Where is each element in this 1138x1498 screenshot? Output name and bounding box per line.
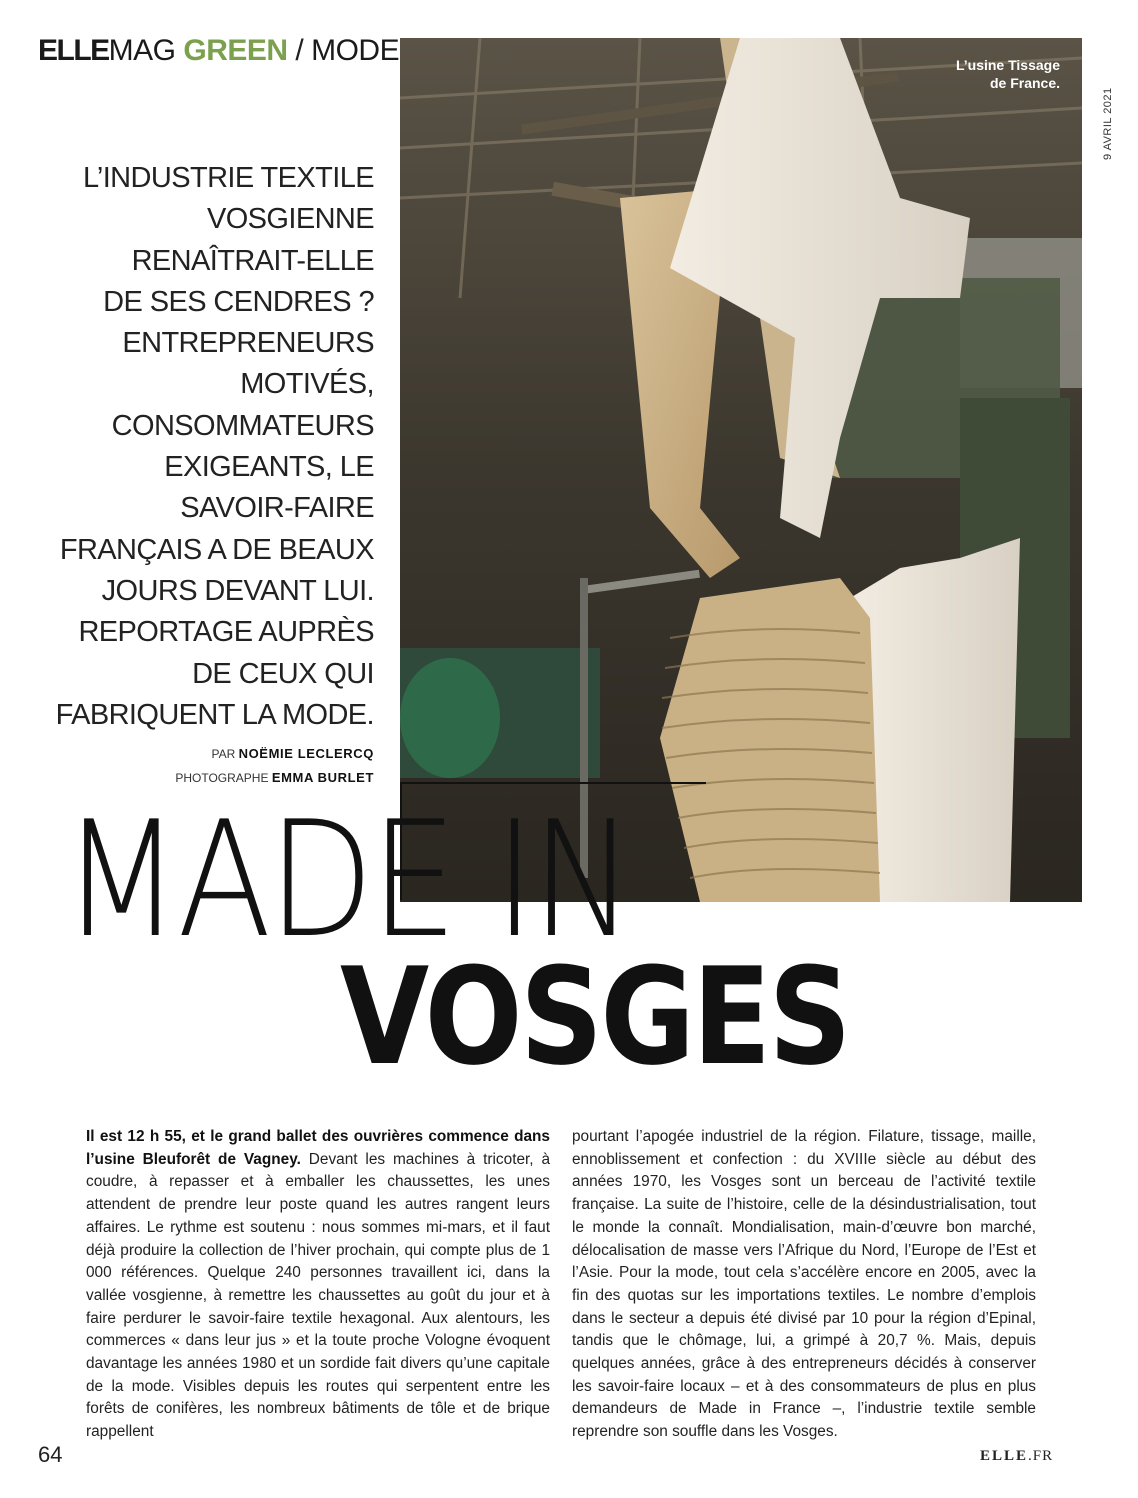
intro-line: FABRIQUENT LA MODE. bbox=[55, 698, 374, 731]
photo-caption bbox=[860, 56, 1060, 92]
intro-text bbox=[40, 158, 374, 736]
footer-brand bbox=[980, 1448, 1053, 1465]
issue-date bbox=[1092, 78, 1112, 160]
intro-line: RENAÎTRAIT-ELLE bbox=[131, 244, 374, 277]
author-credit bbox=[120, 742, 374, 766]
photo-caption-line: de France. bbox=[989, 75, 1060, 91]
footer-brand-name: ELLE bbox=[980, 1448, 1029, 1464]
body-text: Devant les machines à tricoter, à coudre, à repasser et à emballer les chaussettes, les unes attendent de prendre leur poste quand les autres rangent leurs affaires. Le rythme est soutenu : nous sommes mi-mars, et il faut déjà produire la collection de l’hiver prochain, qui compte plus de 1 000 références. Quelque 240 personnes travaillent ici, dans la vallée vosgienne, à remettre les chaussettes au goût du jour et à faire perdurer le savoir-faire textile hexagonal. Aux alentours, les commerces « dans leur jus » et la toute proche Vologne évoquent davantage les années 1980 et un sordide fait divers qu’une capitale de la mode. Visibles depuis les routes qui serpentent entre les forêts de conifères, les nombreux bâtiments de tôle et de brique rappellent bbox=[86, 1150, 551, 1441]
title-line-2: VOSGES bbox=[340, 939, 849, 1095]
factory-photo-illustration bbox=[400, 38, 1082, 902]
intro-line: ENTREPRENEURS bbox=[122, 327, 374, 360]
section-header bbox=[38, 36, 399, 66]
body-column-2 bbox=[572, 1126, 1036, 1444]
intro-line: DE SES CENDRES ? bbox=[103, 285, 374, 318]
body-text: pourtant l’apogée industriel de la région. Filature, tissage, maille, ennoblissement et confection : du XVIIIe siècle au début des années 1970, les Vosges sont un berceau de l’activité textile française. La suite de l’histoire, celle de la désindustrialisation, tout le monde la connaît. Mondialisation, main-d’œuvre bon marché, délocalisation de masse vers l’Afrique du Nord, l’Europe de l’Est et l’Asie. Pour la mode, tout cela s’accélère encore en 2005, avec la fin des quotas sur les importations textiles. Le nombre d’emplois dans le secteur a depuis été divisé par 10 pour la région d’Epinal, tandis que le chômage, lui, a grimpé à 20,7 %. Mais, depuis quelques années, grâce à des entrepreneurs décidés à conserver les savoir-faire locaux – et à des consommateurs de plus en plus demandeurs de Made in France –, l’industrie textile semble reprendre son souffle dans les Vosges. bbox=[572, 1128, 1036, 1441]
issue-date-text: 9 AVRIL 2021 bbox=[1102, 87, 1114, 160]
page-number: 64 bbox=[38, 1442, 63, 1467]
lead-sentence: Il est 12 h 55, et le grand ballet des ouvrières commence dans l’usine Bleuforêt de Vagney. bbox=[86, 1128, 550, 1168]
section-label: GREEN bbox=[183, 34, 288, 67]
author-prefix: PAR bbox=[211, 747, 236, 761]
photographer-prefix: PHOTOGRAPHE bbox=[175, 771, 269, 785]
intro-line: DE CEUX QUI bbox=[192, 657, 374, 690]
footer-domain: .FR bbox=[1028, 1448, 1054, 1464]
intro-line: FRANÇAIS A DE BEAUX bbox=[59, 533, 374, 566]
author-name: NOËMIE LECLERCQ bbox=[238, 746, 374, 761]
title-line-1: MADE IN bbox=[62, 786, 631, 973]
body-column-1 bbox=[86, 1126, 550, 1444]
intro-line: VOSGIENNE bbox=[206, 203, 374, 236]
brand-logo: ELLE bbox=[38, 34, 109, 67]
intro-line: SAVOIR-FAIRE bbox=[180, 492, 374, 525]
photo-caption-line: L’usine Tissage bbox=[955, 57, 1060, 73]
intro-line: JOURS DEVANT LUI. bbox=[101, 574, 374, 607]
intro-line: CONSOMMATEURS bbox=[111, 409, 374, 442]
intro-line: EXIGEANTS, LE bbox=[164, 451, 374, 484]
subsection-label: MODE bbox=[311, 34, 400, 67]
photographer-name: EMMA BURLET bbox=[271, 770, 374, 785]
intro-line: L’INDUSTRIE TEXTILE bbox=[82, 162, 374, 194]
intro-line: REPORTAGE AUPRÈS bbox=[78, 616, 374, 649]
separator: / bbox=[295, 34, 304, 67]
intro-line: MOTIVÉS, bbox=[240, 368, 374, 401]
magazine-label: MAG bbox=[108, 34, 176, 67]
horizontal-rule bbox=[400, 782, 706, 784]
factory-photo bbox=[400, 38, 1082, 902]
byline bbox=[120, 742, 374, 790]
